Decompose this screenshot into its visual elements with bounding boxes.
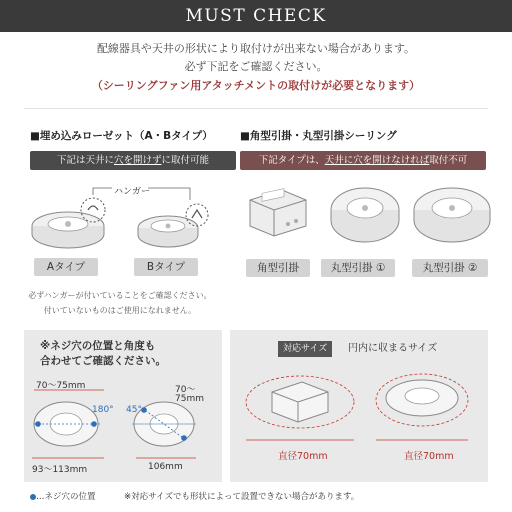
intro-line-3: （シーリングファン用アタッチメントの取付けが必要となります） bbox=[91, 79, 421, 92]
round-ceiling-1-icon bbox=[331, 188, 399, 242]
left-pill-underline: 穴を開けず bbox=[113, 155, 162, 166]
diameter-label-1: 直径70mm bbox=[278, 451, 328, 462]
header-banner bbox=[0, 0, 512, 32]
divider bbox=[24, 108, 488, 109]
intro-line-1: 配線器具や天井の形状により取付けが出来ない場合があります。 bbox=[96, 42, 416, 55]
screw-legend bbox=[30, 490, 96, 502]
diameter-label-2: 直径70mm bbox=[404, 451, 454, 462]
hanger-note-line-1: 必ずハンガーが付いていることをご確認ください。 bbox=[28, 291, 212, 300]
right-pill-text-end: 取付不可 bbox=[429, 155, 468, 166]
size-text: 円内に収まるサイズ bbox=[348, 343, 438, 354]
right-condition-pill bbox=[240, 151, 486, 170]
screw-heading-line-1: ※ネジ穴の位置と角度も bbox=[40, 340, 156, 352]
size-diagram bbox=[230, 362, 488, 452]
type-b-badge: Bタイプ bbox=[134, 258, 198, 276]
size-badge: 対応サイズ bbox=[278, 341, 332, 357]
dim-b-bottom: 106mm bbox=[148, 462, 183, 472]
dim-b-top-line-1: 70～ bbox=[175, 385, 196, 395]
type-a-badge: Aタイプ bbox=[34, 258, 98, 276]
dim-a-angle: 180° bbox=[92, 405, 114, 415]
footer-note: ※対応サイズでも形状によって設置できない場合があります。 bbox=[124, 492, 360, 502]
round-size-diagram bbox=[376, 374, 468, 440]
page-title: MUST CHECK bbox=[185, 6, 327, 26]
square-type-badge: 角型引掛 bbox=[246, 259, 310, 277]
square-ceiling-icon bbox=[250, 189, 306, 236]
type-a-screw-diagram bbox=[32, 390, 104, 458]
dim-a-top: 70～75mm bbox=[36, 381, 86, 391]
ceiling-types-illustration bbox=[240, 178, 512, 258]
type-a-rosette-icon bbox=[32, 198, 105, 248]
dim-b-angle: 45° bbox=[126, 405, 142, 415]
screw-heading-line-2: 合わせてご確認ください。 bbox=[40, 355, 166, 367]
hanger-label: ハンガー bbox=[114, 187, 151, 197]
right-section-heading: ■角型引掛・丸型引掛シーリング bbox=[240, 130, 397, 142]
left-pill-text: 下記は天井に bbox=[56, 155, 114, 166]
right-pill-underline: 天井に穴を開けなければ bbox=[324, 155, 430, 166]
dim-b-top-line-2: 75mm bbox=[175, 394, 204, 404]
screw-legend-text: …ネジ穴の位置 bbox=[36, 492, 96, 502]
round-1-type-badge: 丸型引掛 ① bbox=[321, 259, 395, 277]
left-pill-text-end: に取付可能 bbox=[161, 155, 210, 166]
round-ceiling-2-icon bbox=[414, 188, 490, 242]
dim-a-bottom: 93～113mm bbox=[32, 465, 88, 475]
hanger-note-line-2: 付いていないものはご使用になれません。 bbox=[43, 306, 197, 315]
left-condition-pill bbox=[30, 151, 236, 170]
right-pill-text: 下記タイプは、 bbox=[258, 155, 325, 166]
intro-line-2: 必ず下記をご確認ください。 bbox=[184, 60, 328, 73]
type-b-rosette-icon bbox=[138, 204, 208, 247]
square-size-diagram bbox=[246, 376, 354, 440]
round-2-type-badge: 丸型引掛 ② bbox=[412, 259, 488, 277]
left-section-heading: ■埋め込みローゼット（A・Bタイプ） bbox=[30, 130, 213, 142]
